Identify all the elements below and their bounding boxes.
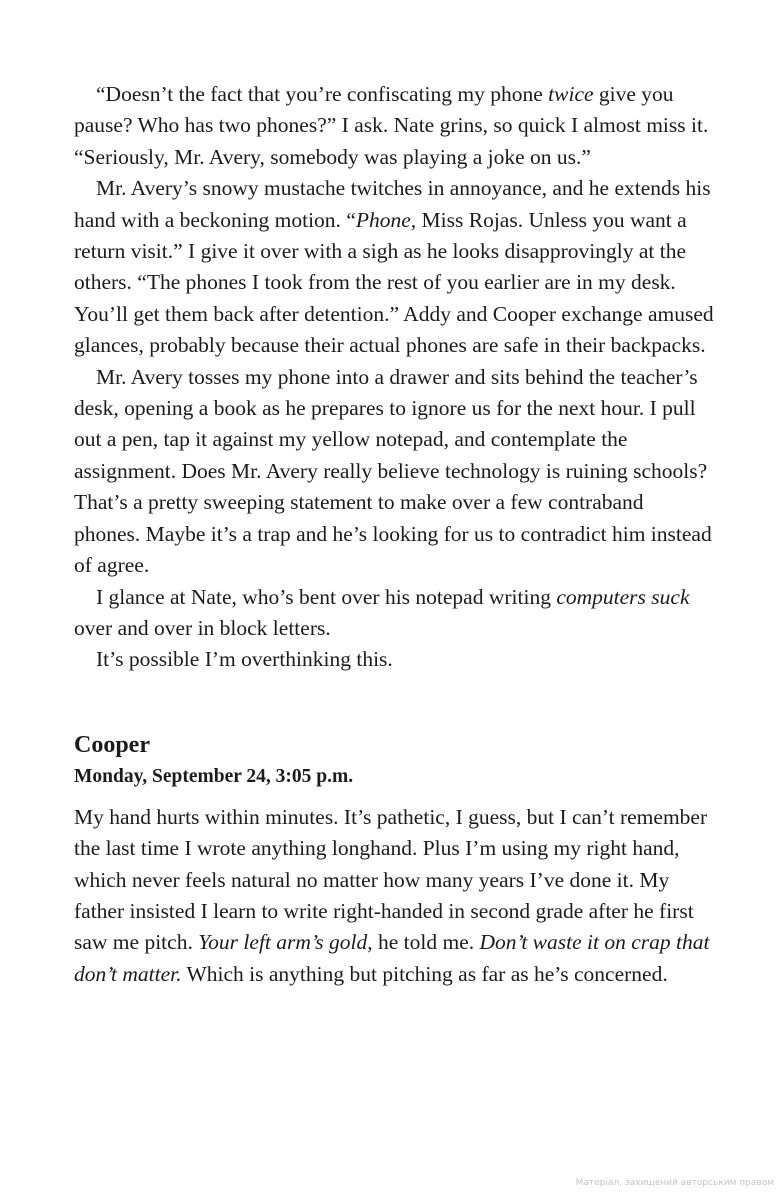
paragraph (74, 79, 714, 173)
text-run: It’s possible I’m overthinking this. (96, 647, 393, 672)
paragraph (74, 173, 714, 361)
copyright-watermark: Матеріал, захищений авторським правом (575, 1178, 774, 1188)
text-run: give you pause? Who has two phones?” I ask. Nate grins, so quick I almost miss it. “Seriously, Mr. Avery, somebody was playing a joke on us.” (74, 82, 709, 169)
text-run: Mr. Avery’s snowy mustache twitches in annoyance, and he extends his hand with a beckoning motion. “ (74, 176, 711, 232)
text-run: I glance at Nate, who’s bent over his notepad writing (96, 584, 557, 609)
section-title: Cooper (74, 731, 150, 758)
body-text-part-2 (74, 802, 714, 990)
italic-text: Phone, (355, 207, 417, 232)
text-run: Mr. Avery tosses my phone into a drawer and sits behind the teacher’s desk, opening a book as he prepares to ignore us for the next hour. I pull out a pen, tap it against my yellow notepad, and contemplate the assignment. Does Mr. Avery really believe technology is ruining schools? That’s a pretty sweeping statement to make over a few contraband phones. Maybe it’s a trap and he’s looking for us to contradict him instead of agree. (74, 364, 712, 578)
italic-text: twice (548, 82, 594, 106)
section-header (74, 728, 714, 792)
section-date: Monday, September 24, 3:05 p.m. (74, 765, 354, 787)
text-run: Miss Rojas. Unless you want a return visit.” I give it over with a sigh as he looks disapprovingly at the others. “The phones I took from the rest of you earlier are in my desk. You’ll get them back after detention.” Addy and Cooper exchange amused glances, probably because their actual phones are safe in their backpacks. (74, 207, 714, 358)
book-page (74, 79, 714, 990)
paragraph (74, 802, 714, 990)
body-text-part-1 (74, 79, 714, 676)
italic-text: Your left arm’s gold, (198, 930, 373, 955)
paragraph (74, 362, 714, 582)
text-run: “Doesn’t the fact that you’re confiscating my phone (96, 82, 549, 106)
italic-text: Don’t waste it on crap that don’t matter. (74, 930, 710, 986)
text-run: he told me. (372, 930, 480, 955)
italic-text: computers suck (556, 584, 690, 609)
paragraph (74, 644, 714, 675)
text-run: My hand hurts within minutes. It’s pathetic, I guess, but I can’t remember the last time I wrote anything longhand. Plus I’m using my right hand, which never feels natural no matter how many years I’ve done it. My father insisted I learn to write right-handed in second grade after he first saw me pitch. (74, 804, 708, 955)
paragraph (74, 582, 714, 645)
text-run: over and over in block letters. (74, 615, 331, 640)
text-run: Which is anything but pitching as far as he’s concerned. (181, 961, 668, 986)
